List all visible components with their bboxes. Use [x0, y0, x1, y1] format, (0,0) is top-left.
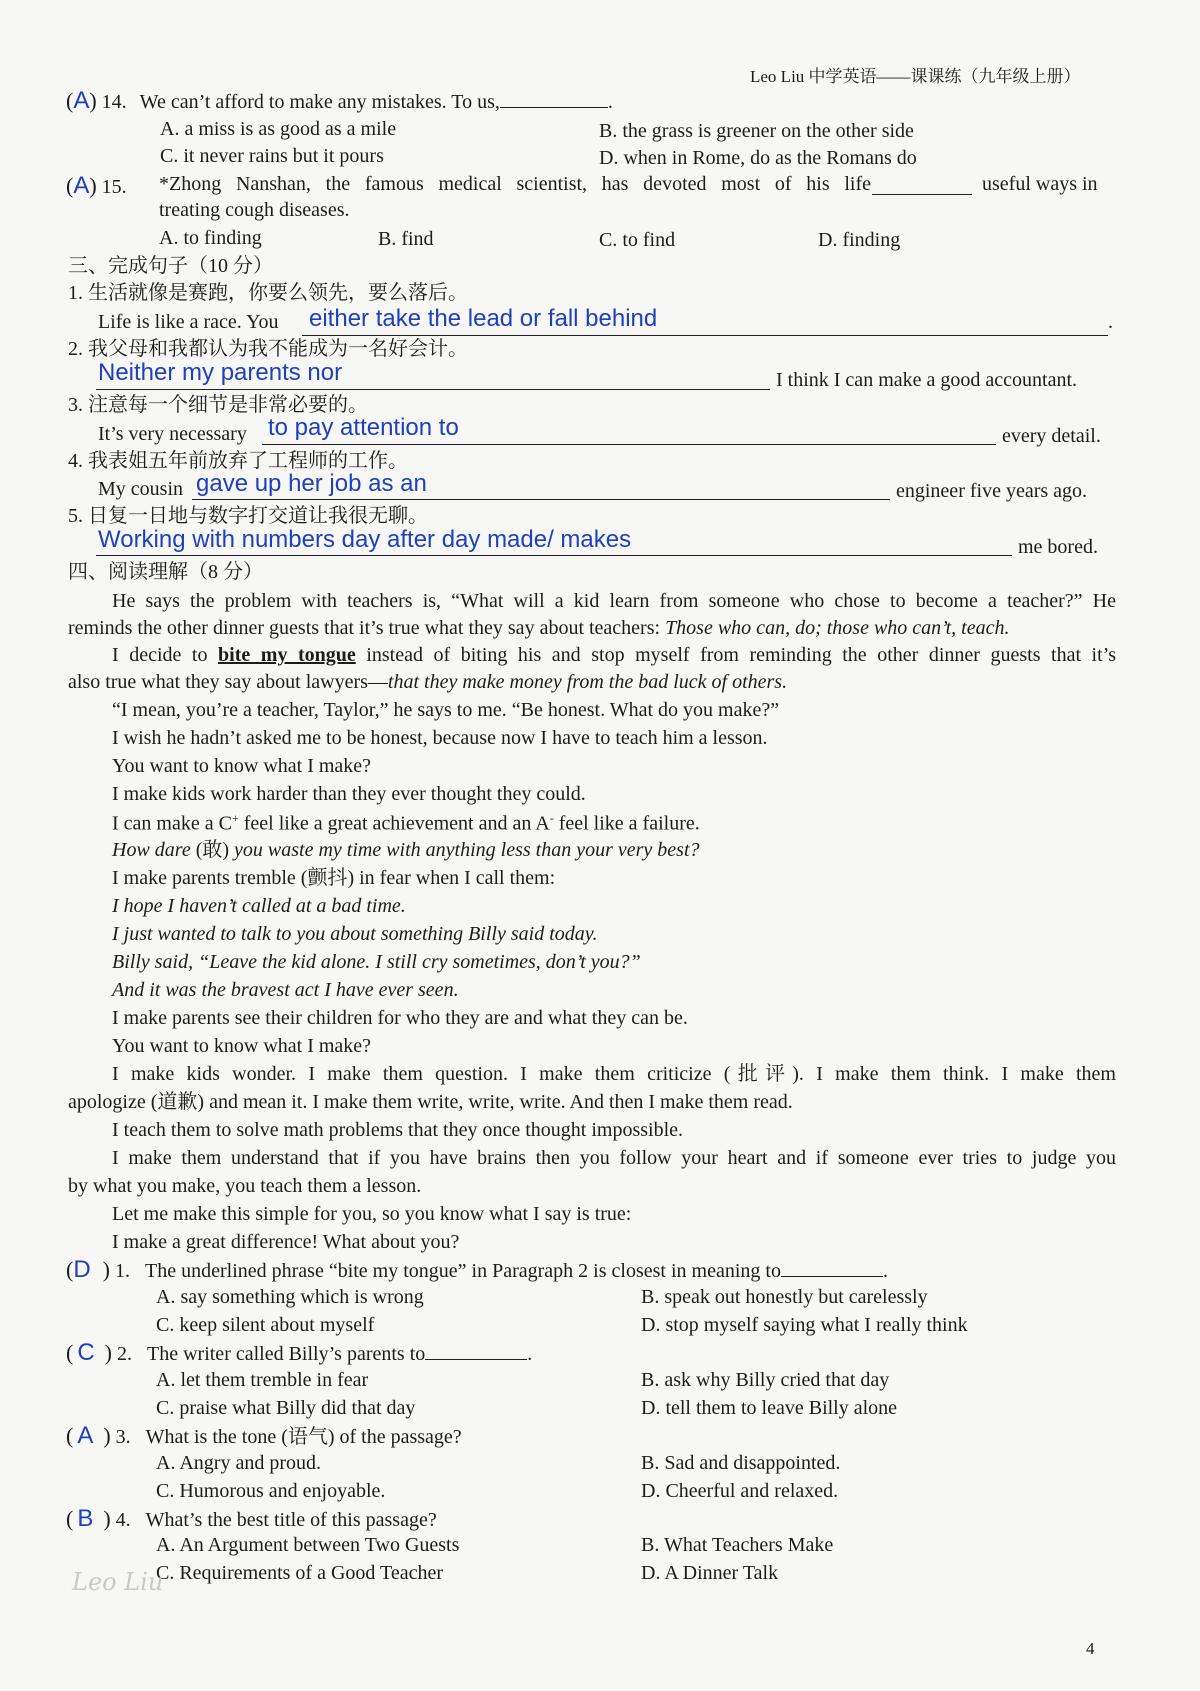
- option: B. What Teachers Make: [641, 1534, 834, 1556]
- answer-mark: B: [77, 1505, 94, 1532]
- answer-line: [96, 555, 1012, 556]
- option: A. say something which is wrong: [156, 1286, 424, 1308]
- passage-line: I make parents tremble (颤抖) in fear when I call them:: [112, 867, 556, 889]
- filled-answer: either take the lead or fall behind: [309, 305, 658, 332]
- passage-line: You want to know what I make?: [112, 1035, 372, 1057]
- filled-answer: Working with numbers day after day made/ makes: [98, 526, 632, 553]
- answer-mark: D: [73, 1256, 91, 1283]
- passage-line: I teach them to solve math problems that they once thought impossible.: [112, 1119, 683, 1141]
- option: D. Cheerful and relaxed.: [641, 1480, 839, 1502]
- passage-line: I can make a C+ feel like a great achievement and an A- feel like a failure.: [112, 811, 700, 835]
- option: D. stop myself saying what I really think: [641, 1314, 968, 1336]
- option: A. let them tremble in fear: [156, 1369, 369, 1391]
- section-title: 三、完成句子（10 分）: [68, 255, 273, 277]
- reading-question-3: ( A ) 3. What is the tone (语气) of the passage?: [66, 1422, 462, 1449]
- passage-line: I make them understand that if you have brains then you follow your heart and if someone ever tries to judge you: [112, 1147, 1116, 1169]
- filled-answer: Neither my parents nor: [98, 359, 343, 386]
- sentence-cn: 3. 注意每一个细节是非常必要的。: [68, 394, 368, 416]
- passage-line: I make a great difference! What about you?: [112, 1231, 460, 1253]
- passage-line: I make parents see their children for who they are and what they can be.: [112, 1007, 688, 1029]
- option: C. it never rains but it pours: [160, 145, 384, 167]
- blank: [781, 1258, 883, 1277]
- option: D. tell them to leave Billy alone: [641, 1397, 898, 1419]
- blank: [500, 89, 608, 108]
- sentence-cn: 5. 日复一日地与数字打交道让我很无聊。: [68, 505, 428, 527]
- sentence-cn: 2. 我父母和我都认为我不能成为一名好会计。: [68, 338, 468, 360]
- passage-line: Billy said, “Leave the kid alone. I still cry sometimes, don’t you?”: [112, 951, 641, 973]
- option: D. finding: [818, 229, 901, 251]
- option: A. to finding: [159, 227, 262, 249]
- passage-line: I decide to bite my tongue instead of biting his and stop myself from reminding the other dinner guests that it’s: [112, 644, 1117, 666]
- passage-line: apologize (道歉) and mean it. I make them write, write, write. And then I make them read.: [68, 1091, 793, 1113]
- answer-mark: A: [77, 1422, 94, 1449]
- passage-line: I wish he hadn’t asked me to be honest, because now I have to teach him a lesson.: [112, 727, 768, 749]
- option: C. praise what Billy did that day: [156, 1397, 416, 1419]
- option: B. speak out honestly but carelessly: [641, 1286, 928, 1308]
- blank: [872, 194, 972, 195]
- passage-line: You want to know what I make?: [112, 755, 372, 777]
- section-title: 四、阅读理解（8 分）: [68, 561, 263, 583]
- reading-question-1: (D ) 1. The underlined phrase “bite my tongue” in Paragraph 2 is closest in meaning to .: [66, 1256, 888, 1283]
- answer-mark-14: A: [73, 87, 90, 114]
- option: D. A Dinner Talk: [641, 1562, 779, 1584]
- passage-line: How dare (敢) you waste my time with anything less than your very best?: [112, 839, 700, 861]
- blank: [425, 1341, 527, 1360]
- passage-line: also true what they say about lawyers—that they make money from the bad luck of others.: [68, 671, 788, 693]
- watermark-text: Leo Liu: [72, 1568, 164, 1596]
- passage-line: I make kids wonder. I make them question. I make them criticize (批评). I make them think. I make them: [112, 1063, 1116, 1085]
- underlined-phrase: bite my tongue: [218, 644, 356, 666]
- page-number: 4: [1086, 1639, 1095, 1658]
- passage-line: I make kids work harder than they ever thought they could.: [112, 783, 586, 805]
- option: C. to find: [599, 229, 676, 251]
- option: B. the grass is greener on the other side: [599, 120, 914, 142]
- passage-line: He says the problem with teachers is, “What will a kid learn from someone who chose to become a teacher?” He: [112, 590, 1116, 612]
- reading-question-4: ( B ) 4. What’s the best title of this passage?: [66, 1505, 437, 1532]
- passage-line: “I mean, you’re a teacher, Taylor,” he says to me. “Be honest. What do you make?”: [112, 699, 780, 721]
- question-15-stem: *Zhong Nanshan, the famous medical scientist, has devoted most of his life: [159, 173, 871, 195]
- filled-answer: gave up her job as an: [196, 470, 427, 497]
- page-header: Leo Liu 中学英语——课课练（九年级上册）: [750, 67, 1081, 86]
- answer-mark: C: [77, 1339, 95, 1366]
- answer-line: [302, 335, 1108, 336]
- option: A. Angry and proud.: [156, 1452, 321, 1474]
- option: B. find: [378, 228, 434, 250]
- brand-watermark-logo: [70, 1560, 230, 1600]
- answer-line: [192, 499, 890, 500]
- passage-line: And it was the bravest act I have ever seen.: [112, 979, 459, 1001]
- option: B. ask why Billy cried that day: [641, 1369, 890, 1391]
- passage-line: reminds the other dinner guests that it’s true what they say about teachers: Those who can, do; those who can’t, teach.: [68, 617, 1010, 639]
- option: C. Humorous and enjoyable.: [156, 1480, 386, 1502]
- answer-line: [262, 444, 996, 445]
- option: C. Requirements of a Good Teacher: [156, 1562, 444, 1584]
- option: A. a miss is as good as a mile: [160, 118, 397, 140]
- question-14: (A) 14. We can’t afford to make any mistakes. To us, .: [66, 87, 613, 114]
- sentence-cn: 4. 我表姐五年前放弃了工程师的工作。: [68, 450, 408, 472]
- passage-line: I hope I haven’t called at a bad time.: [112, 895, 406, 917]
- filled-answer: to pay attention to: [268, 414, 459, 441]
- answer-line: [96, 389, 770, 390]
- option: C. keep silent about myself: [156, 1314, 375, 1336]
- answer-mark-15: A: [73, 172, 90, 199]
- passage-line: I just wanted to talk to you about something Billy said today.: [112, 923, 598, 945]
- reading-question-2: ( C ) 2. The writer called Billy’s parents to .: [66, 1339, 533, 1366]
- question-15: (A) 15.: [66, 172, 127, 199]
- option: A. An Argument between Two Guests: [156, 1534, 460, 1556]
- passage-line: Let me make this simple for you, so you know what I say is true:: [112, 1203, 632, 1225]
- passage-line: by what you make, you teach them a lesson.: [68, 1175, 422, 1197]
- sentence-cn: 1. 生活就像是赛跑，你要么领先，要么落后。: [68, 282, 468, 304]
- option: D. when in Rome, do as the Romans do: [599, 147, 917, 169]
- option: B. Sad and disappointed.: [641, 1452, 841, 1474]
